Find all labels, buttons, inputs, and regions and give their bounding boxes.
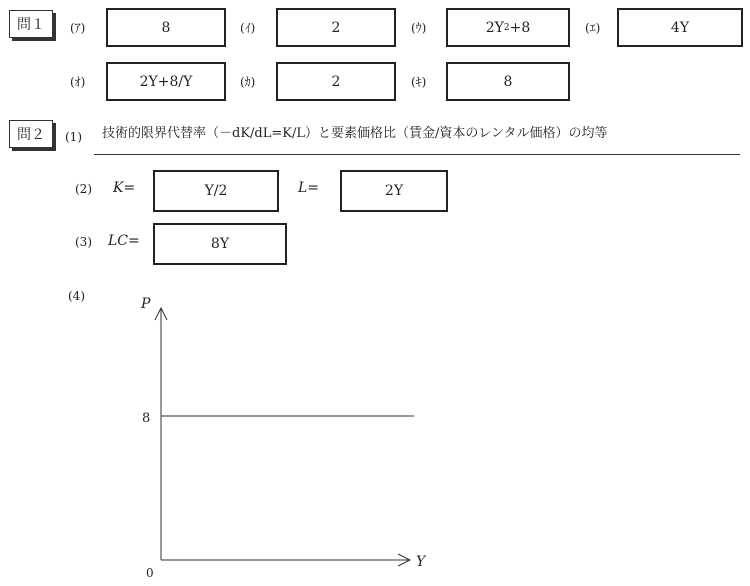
question-1-label: 問１ (9, 10, 53, 38)
answer-box-g: 8 (446, 62, 570, 101)
x-axis-label: Y (416, 554, 426, 570)
item-d-mark: (ｴ) (585, 21, 601, 35)
answer-box-e: 2Y+8/Y (106, 62, 226, 101)
answer-c-base: 2Y (485, 19, 504, 36)
k-answer-box: Y/2 (153, 170, 279, 212)
part-1-answer-text: 技術的限界代替率（－dK/dL=K/L）と要素価格比（賃金/資本のレンタル価格）の均等 (102, 126, 608, 141)
item-c-mark: (ｳ) (411, 21, 427, 35)
question-2-label: 問２ (9, 120, 53, 148)
answer-c-rest: +8 (509, 19, 531, 36)
l-label: L= (298, 180, 320, 196)
l-answer-box: 2Y (340, 170, 448, 212)
part-3-mark: (3) (75, 235, 92, 249)
answer-box-d: 4Y (617, 8, 743, 47)
part-4-mark: (4) (68, 289, 85, 303)
y-tick-label-8: 8 (142, 411, 151, 426)
lc-label: LC= (108, 233, 140, 249)
item-g-mark: (ｷ) (411, 75, 427, 89)
item-f-mark: (ｶ) (240, 75, 256, 89)
origin-label: 0 (146, 566, 154, 580)
part-2-mark: (2) (75, 182, 92, 196)
item-a-mark: (ｱ) (70, 21, 86, 35)
answer-box-a: 8 (106, 8, 226, 47)
answer-c-exponent: 2 (503, 22, 510, 33)
y-axis-label: P (141, 296, 151, 312)
k-label: K= (113, 180, 136, 196)
lc-answer-box: 8Y (153, 223, 287, 265)
item-b-mark: (ｲ) (240, 21, 256, 35)
answer-box-b: 2 (276, 8, 396, 47)
item-e-mark: (ｵ) (70, 75, 86, 89)
part-1-mark: (1) (65, 130, 82, 144)
answer-box-f: 2 (276, 62, 396, 101)
